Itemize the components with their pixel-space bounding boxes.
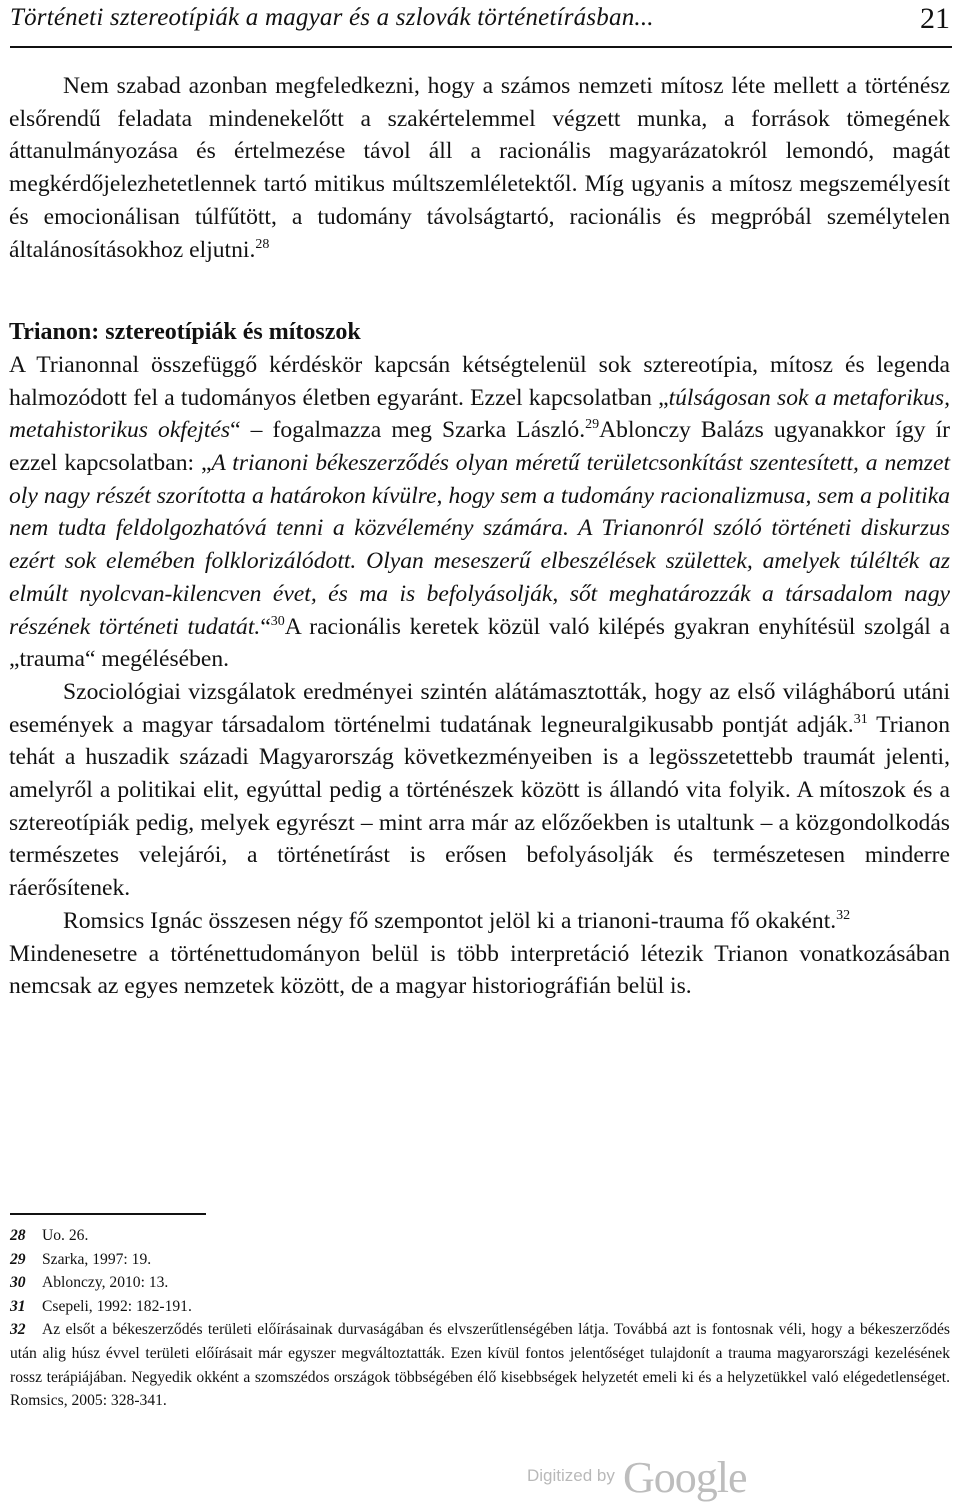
footnote-text: Uo. 26. bbox=[42, 1227, 89, 1244]
paragraph-5: Mindenesetre a történettudományon belül is több interpretáció létezik Trianon vonatkozásában nemcsak az egyes nemzetek között, de a magyar historiográfián belül is. bbox=[9, 940, 950, 1000]
footnote-ref-30[interactable]: 30 bbox=[270, 613, 285, 629]
footnote-number: 30 bbox=[10, 1274, 26, 1292]
paragraph-1-text: Nem szabad azonban megfeledkezni, hogy a számos nemzeti mítosz léte mellett a történész elsőrendű feladata mindenekelőtt a szakértelemmel végzett munka, a források tömegének áttanulmányozása és értelmezése távol áll a racionális magyarázatokról lemondó, magát megkérdőjelezhetetlennek tartó mitikus múltszemléletektől. Míg ugyanis a mítosz megszemélyesít és emocionálisan túlfűtött, a tudomány távolságtartó, racionális és megpróbál személytelen általánosításokhoz eljutni. bbox=[9, 73, 950, 263]
footnote-31 bbox=[10, 1295, 950, 1319]
google-logo: Google bbox=[623, 1453, 747, 1502]
paragraph-3 bbox=[9, 676, 950, 905]
running-header bbox=[10, 0, 952, 50]
footnote-32 bbox=[10, 1318, 950, 1412]
footnote-text: Szarka, 1997: 19. bbox=[42, 1250, 152, 1268]
digitized-by-label: Digitized by bbox=[527, 1466, 615, 1485]
paragraph-2-text-c: “ – fogalmazza meg Szarka László. bbox=[230, 417, 586, 444]
paragraph-2-text-g: A racionális keretek közül való kilépés gyakran enyhítésül szolgál a „trauma“ megélésében. bbox=[9, 613, 951, 673]
paragraph-1 bbox=[9, 70, 950, 266]
footnote-ref-31[interactable]: 31 bbox=[853, 711, 868, 727]
paragraph-2-text-d: Ablonczy Balázs ugyanakkor így ír ezzel kapcsolatban: „ bbox=[9, 417, 950, 477]
footnote-ref-28[interactable]: 28 bbox=[255, 236, 270, 252]
footnote-number: 28 bbox=[10, 1227, 26, 1244]
page-number: 21 bbox=[920, 2, 950, 35]
footnote-text: Az elsőt a békeszerződés területi előírásainak durvaságában és elvszerűtlenségében látja. Továbbá azt is fontosnak véli, hogy a békeszerződés után alig húsz évvel területi előírásait már egyszer megváltoztatták. Ezen kívül fontos jelentőséget tulajdonít a trauma magyarországi kezelésének rossz terápiájában. Negyedik okként a szomszédos országok többségében élő kisebbségek helyzetét emeli ki és a helyzetükkel való elégedetlenséget. Romsics, 2005: 328-341. bbox=[10, 1321, 950, 1410]
paragraph-3-text-a: Szociológiai vizsgálatok eredményei szintén alátámasztották, hogy az első világháború utáni események a magyar társadalom történelmi tudatának legneuralgikusabb pontját adják. bbox=[9, 678, 950, 738]
paragraph-4-text: Romsics Ignác összesen négy fő szempontot jelöl ki a trianoni-trauma fő okaként. bbox=[63, 907, 837, 934]
body-text bbox=[9, 70, 950, 1003]
footnote-ref-29[interactable]: 29 bbox=[585, 417, 600, 433]
paragraph-2 bbox=[9, 349, 950, 676]
footnote-number: 31 bbox=[10, 1297, 26, 1315]
running-title: Történeti sztereotípiák a magyar és a szlovák történetírásban... bbox=[10, 4, 654, 31]
footnote-text: Ablonczy, 2010: 13. bbox=[42, 1274, 169, 1292]
paragraph-2-text-a: A Trianonnal összefüggő kérdéskör kapcsán kétségtelenül sok sztereotípia, mítosz és legenda halmozódott fel a tudományos életben egyaránt. Ezzel kapcsolatban „ bbox=[9, 351, 950, 411]
footnote-text: Csepeli, 1992: 182-191. bbox=[42, 1297, 192, 1315]
paragraph-2-quote-szarka: túlságosan sok a metaforikus, metahistorikus okfejtés bbox=[9, 384, 951, 444]
paragraph-3-text-b: Trianon tehát a huszadik századi Magyarország következményeiben is a legösszetettebb traumát jelenti, amelyről a politikai elit, egyúttal pedig a történészek között is állandó vita folyik. A mítoszok és a sztereotípiák pedig, melyek egyrészt – mint arra már az előzőekben is utaltunk – a közgondolkodás természetes velejárói, a történetírást is erősen befolyásolják és természetesen minderre ráerősítenek. bbox=[9, 711, 950, 902]
footnote-28 bbox=[10, 1224, 950, 1248]
paragraph-4 bbox=[9, 905, 950, 938]
footnotes bbox=[10, 1224, 950, 1413]
footnote-ref-32[interactable]: 32 bbox=[836, 907, 851, 923]
paragraph-2-quote-ablonczy: A trianoni békeszerződés olyan méretű területcsonkítást szentesített, a nemzet oly nagy részét szorította a határokon kívülre, hogy sem a tudomány racionalizmusa, sem a politika nem tudta feldolgozhatóvá tenni a közvélemény számára. A Trianonról szóló történeti diskurzus ezért sok elemében folklorizálódott. Olyan meseszerű elbeszélések születtek, amelyek túlélték az elmúlt nyolcvan-kilencven évet, és ma is befolyásolják, sőt meghatározzák a társadalom nagy részének történeti tudatát. bbox=[9, 450, 950, 640]
footnote-number: 29 bbox=[10, 1250, 26, 1268]
paragraph-2-quote-close: “ bbox=[260, 613, 271, 640]
footnote-divider bbox=[10, 1213, 206, 1215]
header-divider bbox=[10, 46, 952, 48]
footnote-30 bbox=[10, 1271, 950, 1295]
footnote-number: 32 bbox=[10, 1321, 26, 1339]
section-heading: Trianon: sztereotípiák és mítoszok bbox=[9, 319, 361, 346]
footnote-29 bbox=[10, 1248, 950, 1272]
